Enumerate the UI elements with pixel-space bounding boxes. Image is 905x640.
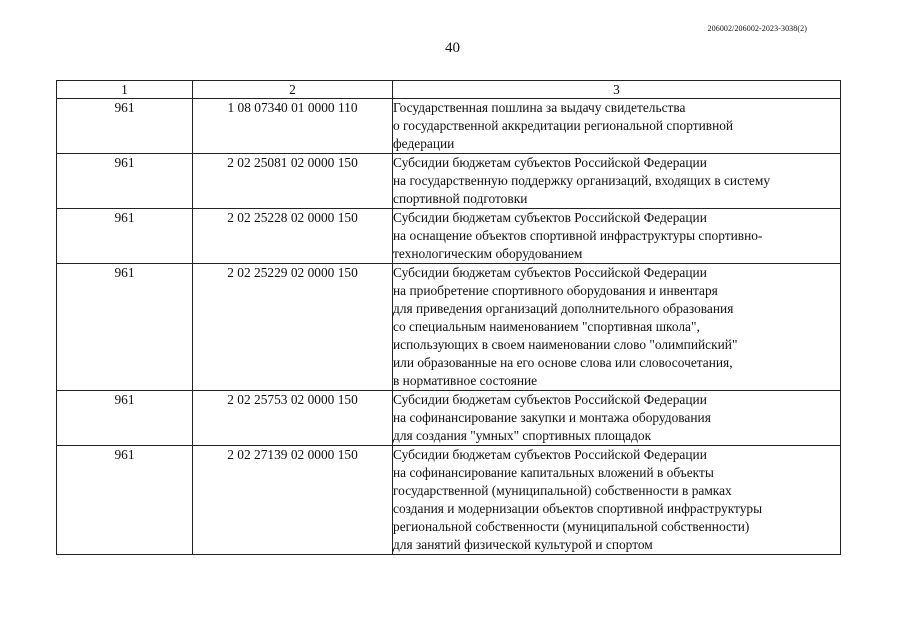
revenue-codes-table xyxy=(56,80,841,555)
header-row xyxy=(57,81,841,99)
description-line: Субсидии бюджетам субъектов Российской Федерации xyxy=(393,447,707,462)
admin-code-cell: 961 xyxy=(57,264,193,391)
table-row xyxy=(57,154,841,209)
table-header xyxy=(57,81,841,99)
column-header-1: 1 xyxy=(57,81,193,99)
description-line: на софинансирование закупки и монтажа оборудования xyxy=(393,410,711,425)
description-line: на оснащение объектов спортивной инфраструктуры спортивно- xyxy=(393,228,763,243)
column-header-3: 3 xyxy=(393,81,841,99)
admin-code-cell: 961 xyxy=(57,154,193,209)
table-row xyxy=(57,446,841,555)
description-line: о государственной аккредитации региональной спортивной xyxy=(393,118,734,133)
description-line: Государственная пошлина за выдачу свидетельства xyxy=(393,100,686,115)
description-line: федерации xyxy=(393,136,455,151)
table-row xyxy=(57,264,841,391)
budget-code-cell: 1 08 07340 01 0000 110 xyxy=(193,99,393,154)
description-line: Субсидии бюджетам субъектов Российской Федерации xyxy=(393,155,707,170)
description-line: Субсидии бюджетам субъектов Российской Федерации xyxy=(393,392,707,407)
budget-code-cell: 2 02 25081 02 0000 150 xyxy=(193,154,393,209)
description-line: для создания "умных" спортивных площадок xyxy=(393,428,652,443)
description-line: для занятий физической культурой и спортом xyxy=(393,537,653,552)
description-line: в нормативное состояние xyxy=(393,373,538,388)
description-line: со специальным наименованием "спортивная школа", xyxy=(393,319,700,334)
description-line: на софинансирование капитальных вложений в объекты xyxy=(393,465,714,480)
budget-code-cell: 2 02 25228 02 0000 150 xyxy=(193,209,393,264)
description-line: Субсидии бюджетам субъектов Российской Федерации xyxy=(393,265,707,280)
description-line: региональной собственности (муниципальной собственности) xyxy=(393,519,750,534)
budget-code-cell: 2 02 27139 02 0000 150 xyxy=(193,446,393,555)
description-line: государственной (муниципальной) собственности в рамках xyxy=(393,483,732,498)
description-line: на приобретение спортивного оборудования и инвентаря xyxy=(393,283,718,298)
description-line: спортивной подготовки xyxy=(393,191,528,206)
description-line: создания и модернизации объектов спортивной инфраструктуры xyxy=(393,501,763,516)
budget-code-cell: 2 02 25229 02 0000 150 xyxy=(193,264,393,391)
table-body xyxy=(57,99,841,555)
description-line: или образованные на его основе слова или словосочетания, xyxy=(393,355,733,370)
description-line: для приведения организаций дополнительного образования xyxy=(393,301,734,316)
description-cell xyxy=(393,209,841,264)
description-line: Субсидии бюджетам субъектов Российской Федерации xyxy=(393,210,707,225)
description-cell xyxy=(393,264,841,391)
admin-code-cell: 961 xyxy=(57,446,193,555)
description-line: технологическим оборудованием xyxy=(393,246,583,261)
admin-code-cell: 961 xyxy=(57,99,193,154)
admin-code-cell: 961 xyxy=(57,209,193,264)
column-header-2: 2 xyxy=(193,81,393,99)
table-row xyxy=(57,209,841,264)
description-cell xyxy=(393,99,841,154)
table-row xyxy=(57,99,841,154)
description-cell xyxy=(393,154,841,209)
table-row xyxy=(57,391,841,446)
page-number: 40 xyxy=(445,40,460,56)
document-number: 206002/206002-2023-3038(2) xyxy=(707,24,807,33)
description-line: на государственную поддержку организаций, входящих в систему xyxy=(393,173,771,188)
admin-code-cell: 961 xyxy=(57,391,193,446)
description-cell xyxy=(393,446,841,555)
budget-code-cell: 2 02 25753 02 0000 150 xyxy=(193,391,393,446)
description-cell xyxy=(393,391,841,446)
description-line: использующих в своем наименовании слово "олимпийский" xyxy=(393,337,738,352)
